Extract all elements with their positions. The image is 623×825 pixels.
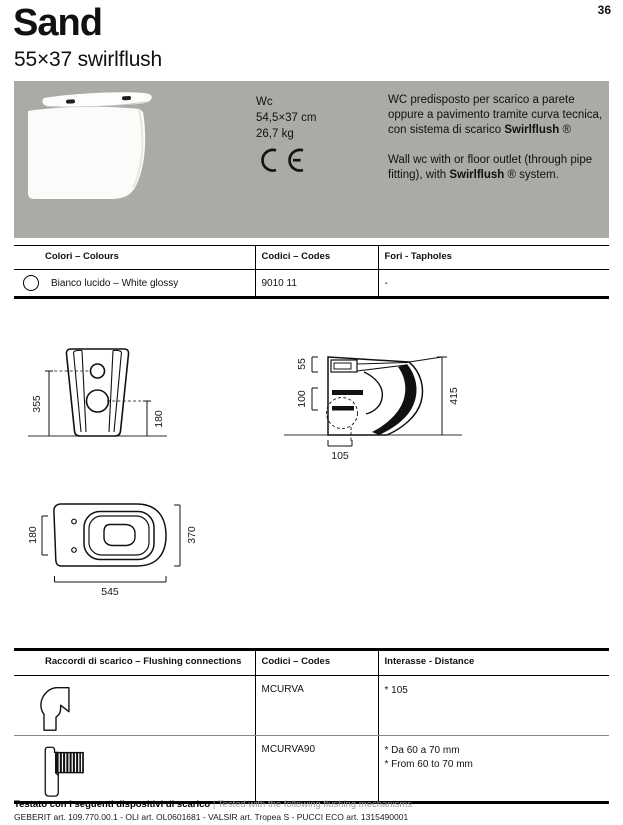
footer-tested-english: Tested with the following flushing mechanisms	[217, 799, 413, 810]
product-photo	[14, 81, 244, 238]
connection-code: MCURVA	[255, 676, 378, 736]
page-subtitle: 55×37 swirlflush	[14, 48, 162, 71]
connections-header-raccordi: Raccordi di scarico – Flushing connections	[14, 650, 255, 676]
dim-545-label: 545	[101, 586, 119, 598]
connection-code: MCURVA90	[255, 736, 378, 803]
colors-table-header-codes: Codici – Codes	[255, 246, 378, 270]
connection-distance: * 105	[378, 676, 609, 736]
connections-header-distance: Interasse - Distance	[378, 650, 609, 676]
table-row	[14, 676, 609, 736]
table-row	[14, 270, 609, 298]
dim-180-top-label: 180	[27, 526, 39, 544]
footer-separator: |	[212, 799, 216, 810]
dim-55-label: 55	[296, 358, 308, 370]
description-english: Wall wc with or floor outlet (through pipe fitting), with Swirlflush ® system.	[388, 154, 593, 181]
white-glossy-circle-icon	[23, 275, 39, 291]
p-trap-curve-icon	[36, 684, 76, 732]
dim-180-label: 180	[153, 410, 165, 428]
side-view-drawing	[282, 340, 464, 462]
ce-mark-icon	[255, 147, 307, 174]
spec-type: Wc	[256, 96, 273, 108]
spec-weight: 26,7 kg	[256, 128, 294, 140]
colors-table-header-tapholes: Fori - Tapholes	[378, 246, 609, 270]
colors-table	[14, 245, 609, 299]
lid-hinge-left	[66, 99, 75, 103]
footer-tested-line	[14, 799, 609, 810]
footer-products-line: GEBERIT art. 109.770.00.1 - OLI art. OL0601681 - VALSIR art. Tropea S - PUCCI ECO art. 1315490001	[14, 812, 409, 822]
spec-size: 54,5×37 cm	[256, 112, 317, 124]
dim-100-label: 100	[296, 390, 308, 408]
connections-table	[14, 648, 609, 804]
color-name: Bianco lucido – White glossy	[51, 277, 179, 289]
lid-hinge-right	[122, 96, 131, 100]
table-row	[14, 736, 609, 803]
product-banner	[14, 81, 609, 238]
dim-105-label: 105	[331, 450, 349, 462]
page-title: Sand	[13, 2, 102, 44]
product-description	[388, 93, 606, 183]
footer-tested-italian: Testato con i seguenti dispositivi di scarico	[14, 799, 211, 810]
description-italian: WC predisposto per scarico a parete oppure a pavimento tramite curva tecnica, con sistema di scarico Swirlflush ®	[388, 94, 603, 136]
dim-355-label: 355	[31, 395, 43, 413]
dim-415-label: 415	[448, 387, 460, 405]
corrugated-pipe-icon	[36, 744, 88, 798]
colors-table-header-colours: Colori – Colours	[14, 246, 255, 270]
product-specs	[256, 94, 316, 142]
top-view-drawing	[25, 494, 207, 616]
tapholes-value: -	[378, 270, 609, 298]
back-view-drawing	[25, 344, 170, 450]
connection-distance: * Da 60 a 70 mm * From 60 to 70 mm	[378, 736, 609, 803]
connections-header-codes: Codici – Codes	[255, 650, 378, 676]
page-number: 36	[597, 3, 611, 17]
dim-370-label: 370	[186, 526, 198, 544]
color-code: 9010 11	[255, 270, 378, 298]
